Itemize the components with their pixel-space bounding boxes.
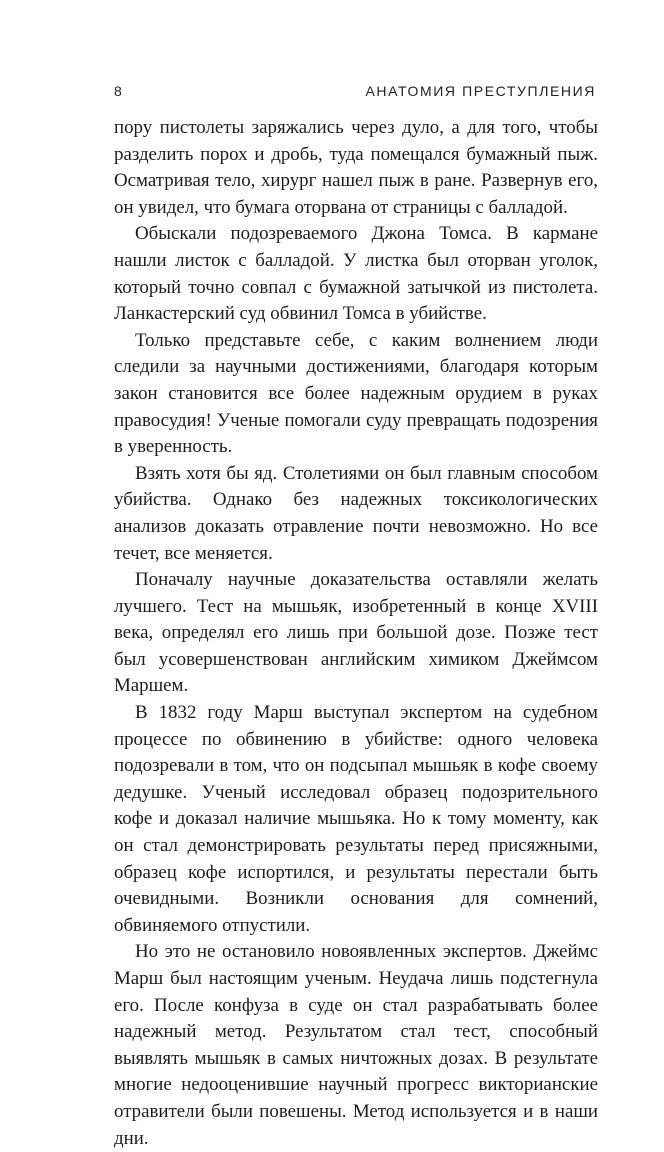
book-title: АНАТОМИЯ ПРЕСТУПЛЕНИЯ [365, 83, 596, 99]
paragraph: Взять хотя бы яд. Столетиями он был главным способом убийства. Однако без надежных токсикологических анализов доказать отравление почти невозможно. Но все течет, все меняется. [114, 462, 598, 564]
running-head [114, 83, 596, 107]
paragraph: Но это не остановило новоявленных экспертов. Джеймс Марш был настоящим ученым. Неудача лишь подстегнула его. После конфуза в суде он стал разрабатывать более надежный метод. Результатом стал тест, способный выявлять мышьяк в самых ничтожных дозах. В результате многие недооценившие научный прогресс викторианские отравители были повешены. Метод используется и в наши дни. [114, 941, 598, 1149]
paragraph: Только представьте себе, с каким волнением люди следили за научными достижениями, благодаря которым закон становится все более надежным орудием в руках правосудия! Ученые помогали суду превращать подозрения в уверенность. [114, 329, 598, 458]
page-number: 8 [114, 83, 124, 99]
body-text [114, 115, 598, 1152]
paragraph: Обыскали подозреваемого Джона Томса. В кармане нашли листок с балладой. У листка был оторван уголок, который точно совпал с бумажной затычкой из пистолета. Ланкастерский суд обвинил Томса в убийстве. [114, 223, 598, 325]
paragraph: Поначалу научные доказательства оставляли желать лучшего. Тест на мышьяк, изобретенный в конце XVIII века, определял его лишь при большой дозе. Позже тест был усовершенствован английским химиком Джеймсом Маршем. [114, 569, 598, 697]
paragraph-continued: пору пистолеты заряжались через дуло, а для того, чтобы разделить порох и дробь, туда помещался бумажный пыж. Осматривая тело, хирург нашел пыж в ране. Развернув его, он увидел, что бумага оторвана от страницы с балладой. [114, 117, 598, 218]
paragraph: В 1832 году Марш выступал экспертом на судебном процессе по обвинению в убийстве: одного человека подозревали в том, что он подсыпал мышьяк в кофе своему дедушке. Ученый исследовал образец подозрительного кофе и доказал наличие мышьяка. Но к тому моменту, как он стал демонстрировать результаты перед присяжными, образец кофе испортился, и результаты перестали быть очевидными. Возникли основания для сомнений, обвиняемого отпустили. [114, 702, 598, 936]
